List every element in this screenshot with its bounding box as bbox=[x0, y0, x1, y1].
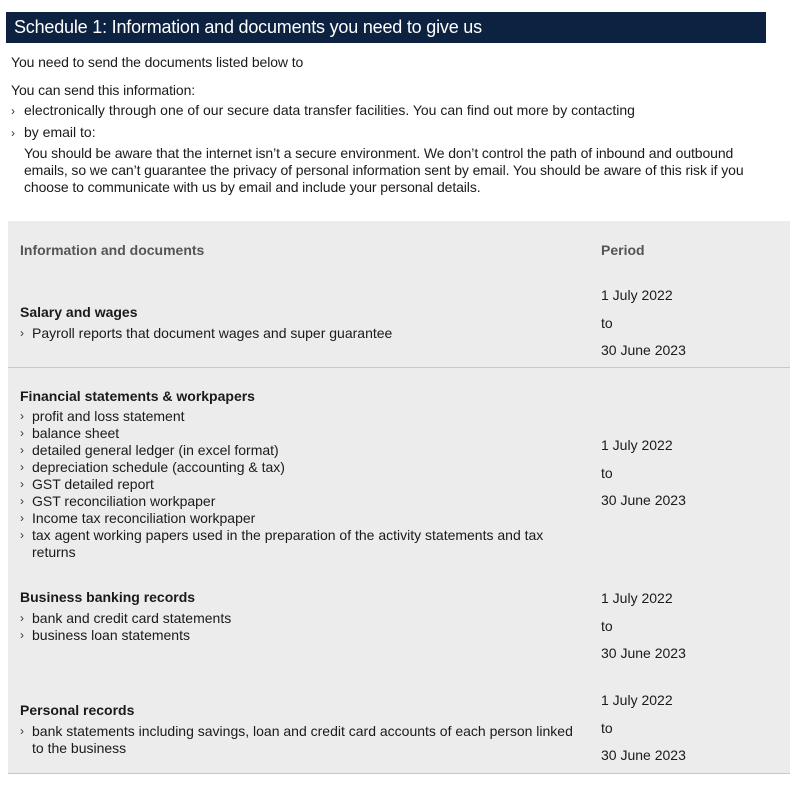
list-item: › balance sheet bbox=[20, 425, 120, 441]
row-title-salary: Salary and wages bbox=[20, 304, 138, 320]
chevron-right-icon: › bbox=[20, 511, 24, 525]
chevron-right-icon: › bbox=[20, 628, 24, 642]
email-warning: You should be aware that the internet isn’t a secure environment. We don’t control the path of inbound and outbound emails, so we can’t guarantee the privacy of personal information sent by email. You should be aware of this risk if you choose to communicate with us by email and include your personal details. bbox=[24, 145, 744, 195]
period-to-label: to bbox=[601, 464, 613, 481]
bullet-text: electronically through one of our secure data transfer facilities. You can find out more by contacting bbox=[24, 102, 635, 118]
row-period-banking bbox=[601, 590, 686, 673]
chevron-right-icon: › bbox=[20, 409, 24, 423]
chevron-right-icon: › bbox=[20, 477, 24, 491]
intro-bullet-electronic bbox=[11, 102, 635, 120]
list-item: › profit and loss statement bbox=[20, 408, 185, 424]
row-items-personal bbox=[20, 723, 580, 757]
intro-line-send: You need to send the documents listed below to bbox=[11, 54, 304, 70]
list-item: › bank and credit card statements bbox=[20, 610, 232, 626]
row-period-salary bbox=[601, 287, 686, 370]
list-item: › depreciation schedule (accounting & tax) bbox=[20, 459, 285, 475]
period-to: 30 June 2023 bbox=[601, 645, 686, 661]
row-items-financial bbox=[20, 408, 580, 561]
row-title-banking: Business banking records bbox=[20, 589, 196, 605]
period-from: 1 July 2022 bbox=[601, 287, 673, 303]
row-items-salary bbox=[20, 325, 580, 342]
row-divider bbox=[8, 367, 790, 368]
list-item: › detailed general ledger (in excel format) bbox=[20, 442, 279, 458]
period-to: 30 June 2023 bbox=[601, 747, 686, 763]
list-item: › Income tax reconciliation workpaper bbox=[20, 510, 256, 526]
intro-line-can-send: You can send this information: bbox=[11, 82, 196, 98]
list-item: › Payroll reports that document wages and super guarantee bbox=[20, 325, 393, 341]
row-title-personal: Personal records bbox=[20, 702, 135, 718]
list-item: › GST detailed report bbox=[20, 476, 154, 492]
period-from: 1 July 2022 bbox=[601, 692, 673, 708]
period-from: 1 July 2022 bbox=[601, 590, 673, 606]
intro-bullet-email bbox=[11, 124, 96, 142]
chevron-right-icon: › bbox=[20, 611, 24, 625]
schedule-title: Schedule 1: Information and documents you need to give us bbox=[14, 17, 482, 37]
chevron-right-icon: › bbox=[20, 528, 24, 542]
period-to: 30 June 2023 bbox=[601, 492, 686, 508]
chevron-right-icon: › bbox=[20, 494, 24, 508]
chevron-right-icon: › bbox=[20, 326, 24, 340]
row-items-banking bbox=[20, 610, 580, 644]
period-to-label: to bbox=[601, 719, 613, 736]
chevron-right-icon: › bbox=[20, 724, 24, 738]
list-item: › tax agent working papers used in the preparation of the activity statements and tax returns bbox=[20, 527, 544, 560]
chevron-right-icon: › bbox=[11, 126, 15, 140]
period-to-label: to bbox=[601, 617, 613, 634]
bullet-text: by email to: bbox=[24, 124, 96, 140]
column-header-period: Period bbox=[601, 242, 645, 258]
column-header-documents: Information and documents bbox=[20, 242, 205, 258]
period-from: 1 July 2022 bbox=[601, 437, 673, 453]
chevron-right-icon: › bbox=[11, 104, 15, 118]
row-period-personal bbox=[601, 692, 686, 775]
chevron-right-icon: › bbox=[20, 460, 24, 474]
schedule-header bbox=[6, 12, 766, 43]
row-title-financial: Financial statements & workpapers bbox=[20, 388, 255, 404]
chevron-right-icon: › bbox=[20, 443, 24, 457]
period-to: 30 June 2023 bbox=[601, 342, 686, 358]
chevron-right-icon: › bbox=[20, 426, 24, 440]
list-item: › bank statements including savings, loan and credit card accounts of each person linked to the business bbox=[20, 723, 573, 756]
documents-table bbox=[8, 221, 790, 774]
list-item: › GST reconciliation workpaper bbox=[20, 493, 216, 509]
row-period-financial bbox=[601, 437, 686, 520]
period-to-label: to bbox=[601, 314, 613, 331]
list-item: › business loan statements bbox=[20, 627, 190, 643]
